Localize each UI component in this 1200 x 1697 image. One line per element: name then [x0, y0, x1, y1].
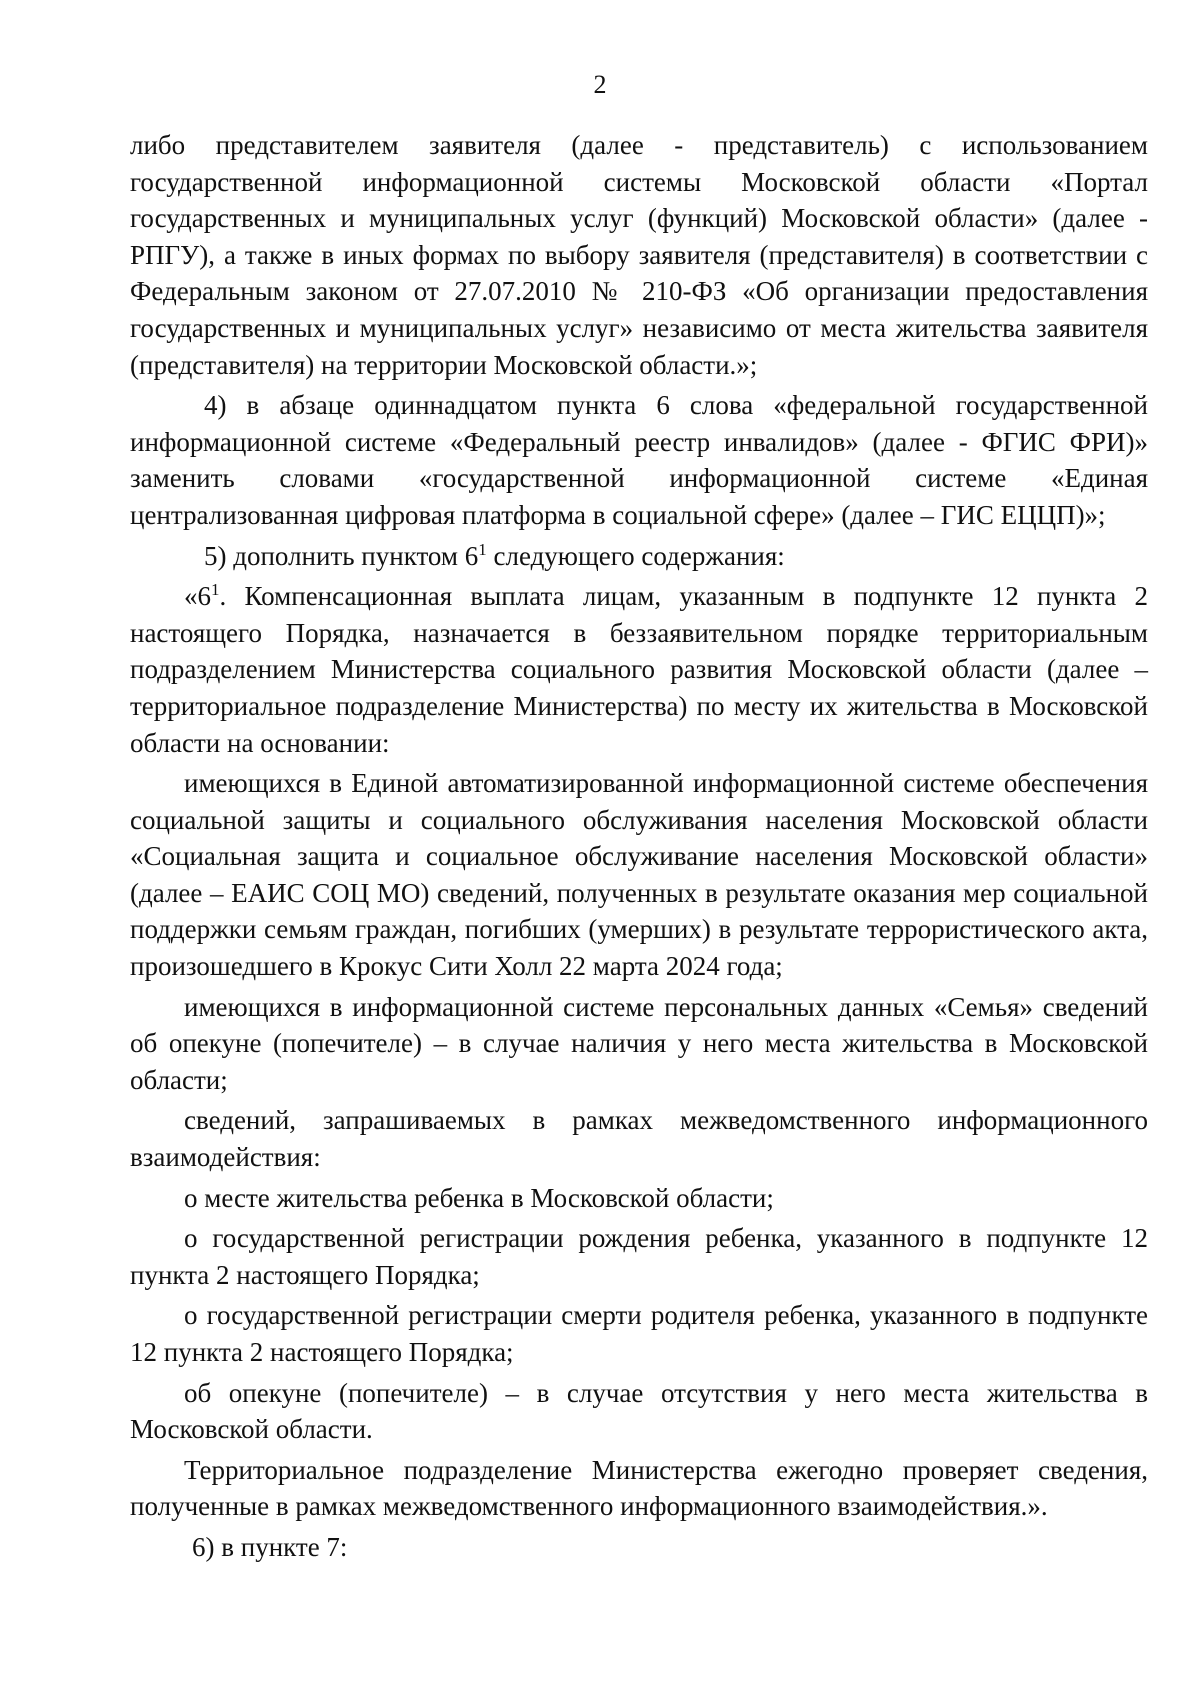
item-5-superscript: 1	[478, 539, 487, 559]
paragraph-item-5	[130, 538, 1148, 575]
paragraph-death-registration: о государственной регистрации смерти родителя ребенка, указанного в подпункте 12 пункта 2 настоящего Порядка;	[130, 1300, 1148, 1367]
paragraph-continuation: либо представителем заявителя (далее - представитель) с использованием государственной информационной системы Московской области «Портал государственных и муниципальных услуг (функций) Московской области» (далее - РПГУ), а также в иных формах по выбору заявителя (представителя) в соответствии с Федеральным законом от 27.07.2010 № 210-ФЗ «Об организации предоставления государственных и муниципальных услуг» независимо от места жительства заявителя (представителя) на территории Московской области.»;	[130, 130, 1148, 380]
paragraph-item-4: 4) в абзаце одиннадцатом пункта 6 слова «федеральной государственной информационной системе «Федеральный реестр инвалидов» (далее - ФГИС ФРИ)» заменить словами «государственной информационной системе «Единая централизованная цифровая платформа в социальной сфере» (далее – ГИС ЕЦЦП)»;	[130, 390, 1148, 530]
paragraph-semya-system: имеющихся в информационной системе персональных данных «Семья» сведений об опекуне (попечителе) – в случае наличия у него места жительства в Московской области;	[130, 991, 1148, 1095]
item-6-1-text-start: «6	[184, 581, 211, 612]
item-6-1-text-end: . Компенсационная выплата лицам, указанным в подпункте 12 пункта 2 настоящего Порядка, назначается в беззаявительном порядке территориальным подразделением Министерства социального развития Московской области (далее – территориальное подразделение Министерства) по месту их жительства в Московской области на основании:	[130, 581, 1148, 758]
paragraph-item-6: 6) в пункте 7:	[192, 1531, 348, 1562]
paragraph-child-residence: о месте жительства ребенка в Московской области;	[184, 1182, 774, 1213]
paragraph-interagency-info: сведений, запрашиваемых в рамках межведомственного информационного взаимодействия:	[130, 1105, 1148, 1173]
item-6-1-superscript: 1	[211, 580, 220, 600]
page-number: 2	[593, 70, 607, 99]
document-body	[130, 127, 1148, 1570]
paragraph-guardian: об опекуне (попечителе) – в случае отсутствия у него места жительства в Московской области.	[130, 1377, 1148, 1445]
paragraph-annual-check: Территориальное подразделение Министерства ежегодно проверяет сведения, полученные в рамках межведомственного информационного взаимодействия.».	[130, 1454, 1148, 1522]
item-5-text-end: следующего содержания:	[486, 540, 785, 571]
paragraph-eais-soc-mo: имеющихся в Единой автоматизированной информационной системе обеспечения социальной защиты и социального обслуживания населения Московской области «Социальная защита и социальное обслуживание населения Московской области» (далее – ЕАИС СОЦ МО) сведений, полученных в результате оказания мер социальной поддержки семьям граждан, погибших (умерших) в результате террористического акта, произошедшего в Крокус Сити Холл 22 марта 2024 года;	[130, 768, 1148, 982]
item-5-text-start: 5) дополнить пунктом 6	[204, 540, 479, 571]
paragraph-birth-registration: о государственной регистрации рождения ребенка, указанного в подпункте 12 пункта 2 настоящего Порядка;	[130, 1223, 1148, 1290]
paragraph-item-6-1	[130, 578, 1148, 761]
